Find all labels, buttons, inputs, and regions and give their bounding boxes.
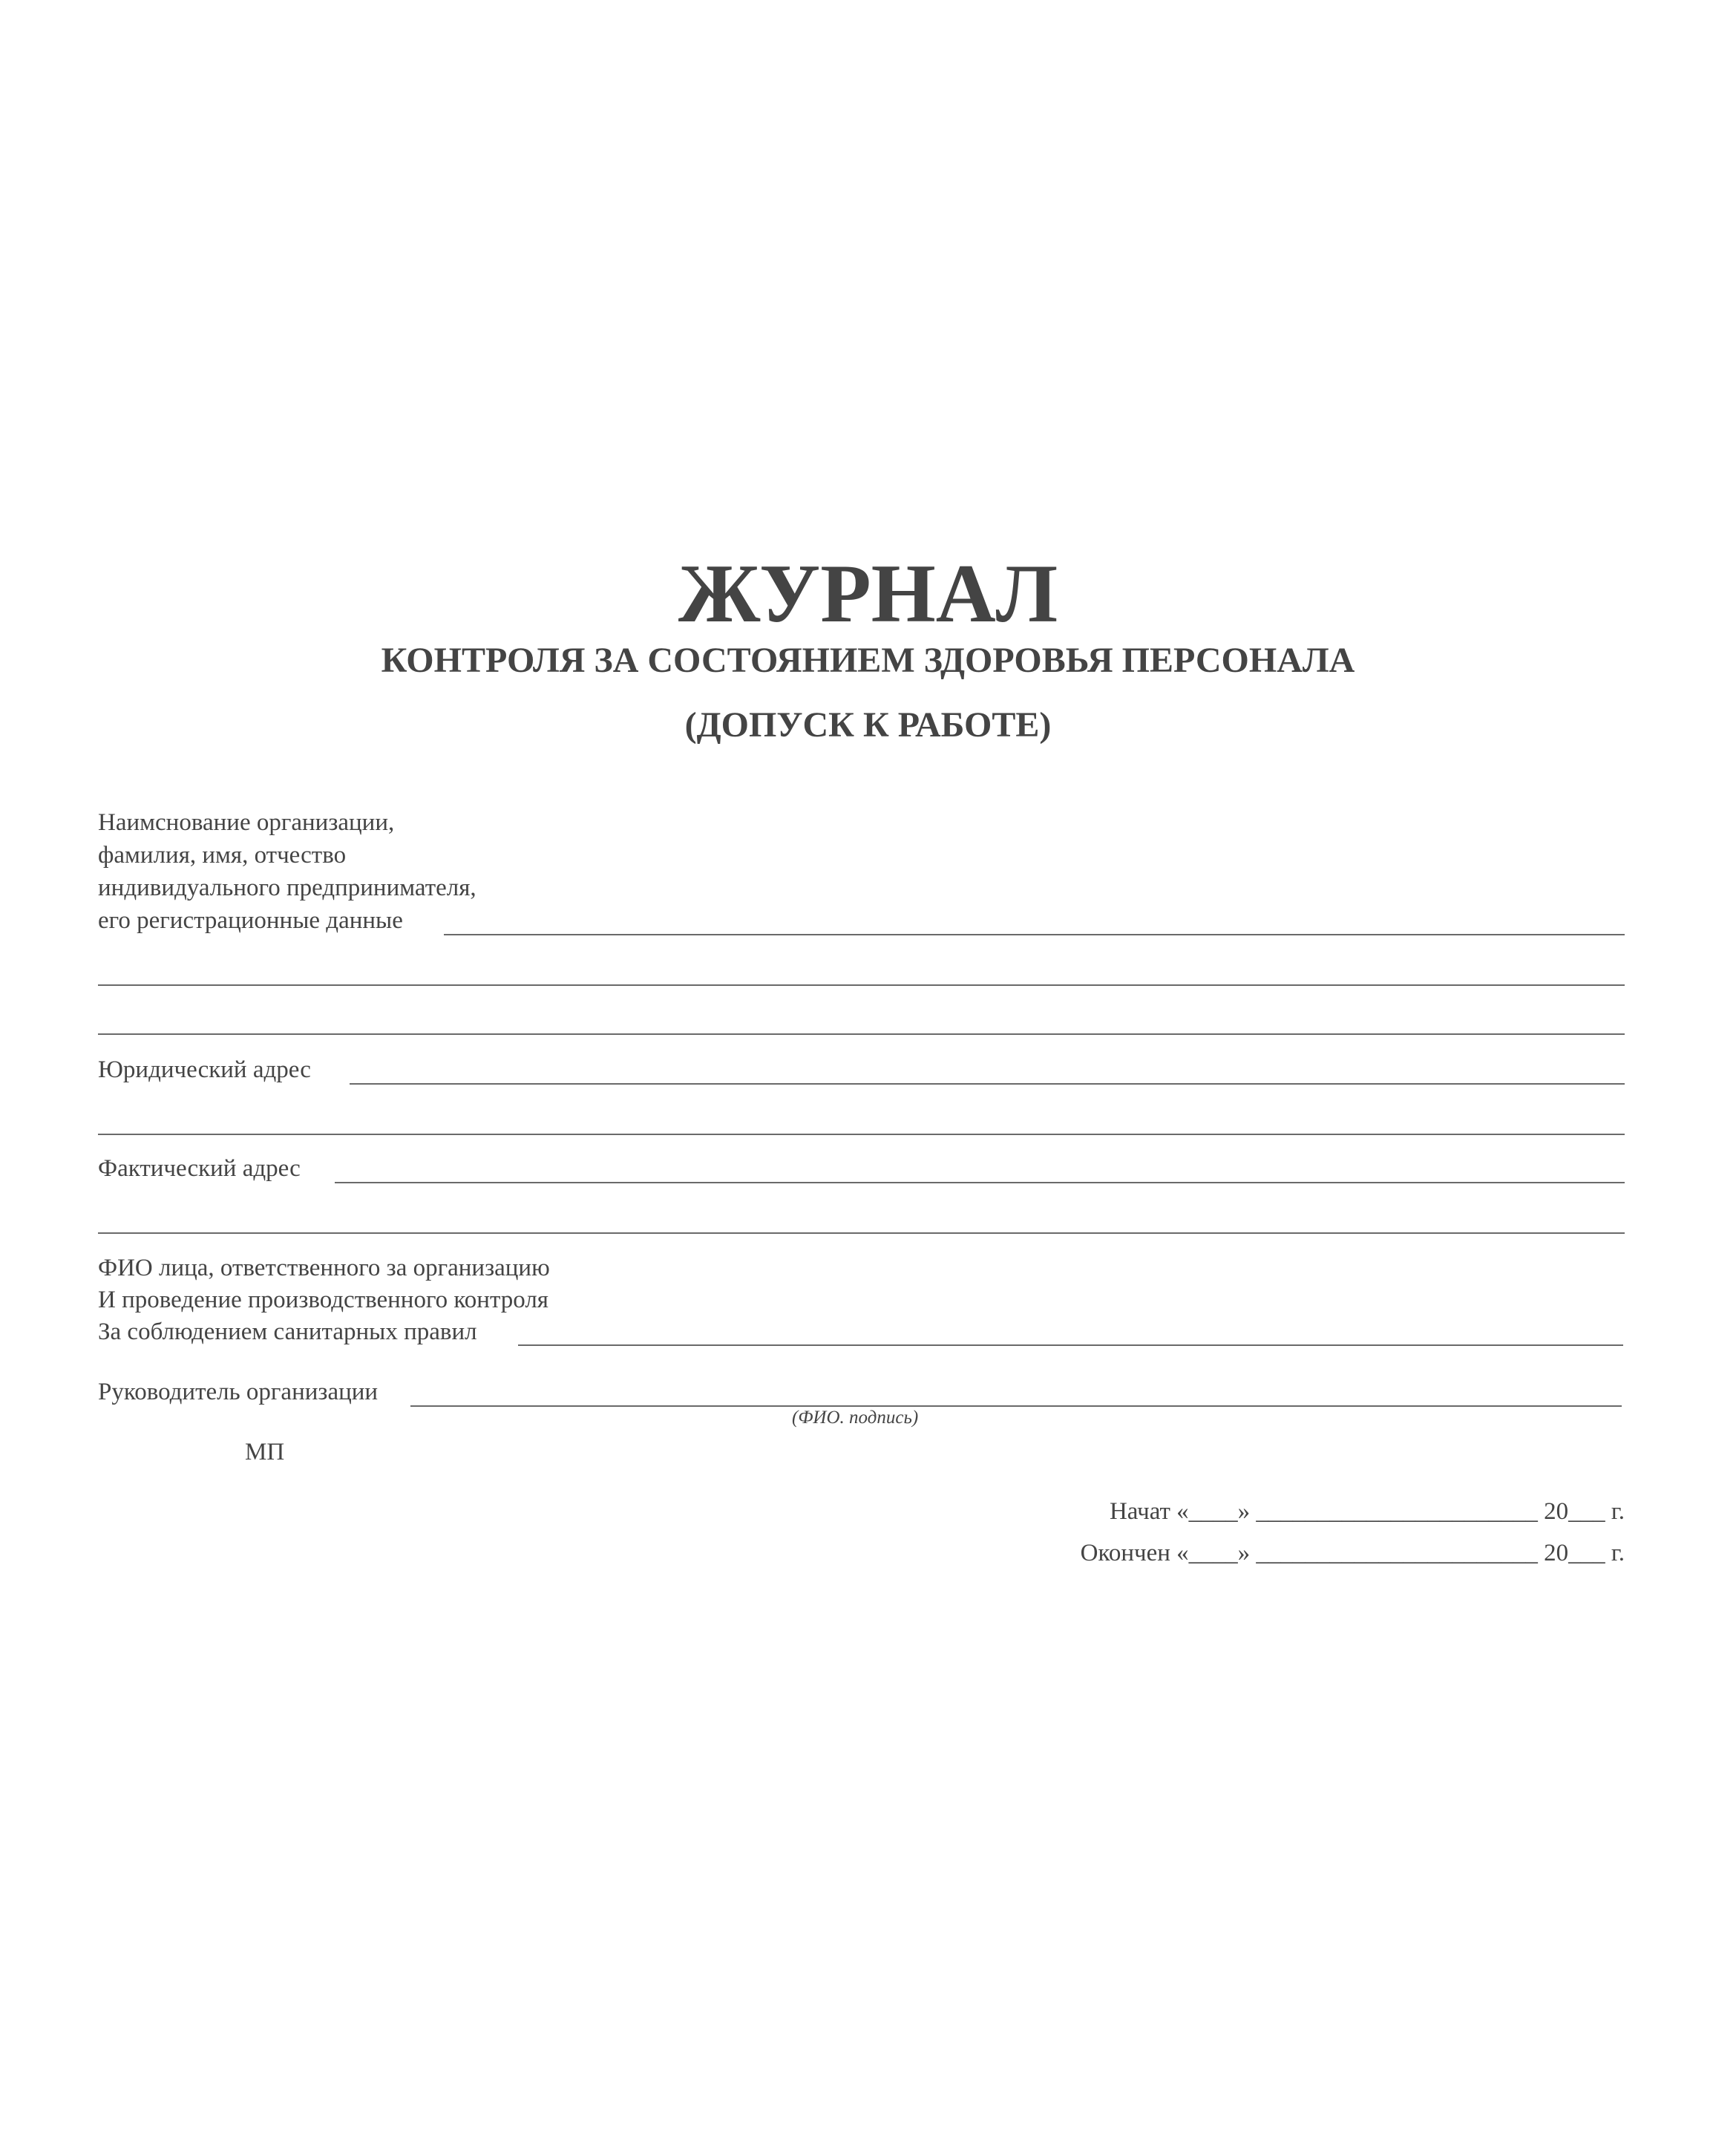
stamp-label: МП [245, 1439, 285, 1465]
responsible-field-line[interactable] [518, 1344, 1623, 1346]
finished-date-field[interactable]: Окончен «____» _______________________ 20___ г. [1080, 1540, 1625, 1566]
org-label-line-3: индивидуального предпринимателя, [98, 875, 476, 901]
actual-address-label: Фактический адрес [98, 1155, 301, 1182]
org-name-field-line[interactable] [444, 934, 1625, 935]
journal-title: ЖУРНАЛ [678, 548, 1058, 640]
responsible-label-line-3: За соблюдением санитарных правил [98, 1318, 477, 1345]
org-name-field-line-3[interactable] [98, 1033, 1625, 1035]
head-signature-field-line[interactable] [410, 1405, 1622, 1407]
signature-caption: (ФИО. подпись) [792, 1408, 919, 1428]
legal-address-field-line-2[interactable] [98, 1134, 1625, 1135]
legal-address-field-line[interactable] [350, 1083, 1625, 1085]
responsible-label-line-1: ФИО лица, ответственного за организацию [98, 1255, 550, 1281]
started-date-field[interactable]: Начат «____» _______________________ 20___ г. [1109, 1498, 1625, 1525]
org-label-line-2: фамилия, имя, отчество [98, 842, 347, 869]
head-label: Руководитель организации [98, 1379, 379, 1405]
responsible-label-line-2: И проведение производственного контроля [98, 1287, 548, 1313]
journal-subtitle-admission: (ДОПУСК К РАБОТЕ) [684, 705, 1052, 745]
actual-address-field-line-2[interactable] [98, 1232, 1625, 1234]
legal-address-label: Юридический адрес [98, 1056, 311, 1083]
org-name-field-line-2[interactable] [98, 984, 1625, 986]
org-label-line-1: Наимснование организации, [98, 809, 395, 836]
journal-subtitle: КОНТРОЛЯ ЗА СОСТОЯНИЕМ ЗДОРОВЬЯ ПЕРСОНАЛА [381, 641, 1355, 680]
org-label-line-4: его регистрационные данные [98, 907, 403, 934]
actual-address-field-line[interactable] [335, 1182, 1625, 1183]
